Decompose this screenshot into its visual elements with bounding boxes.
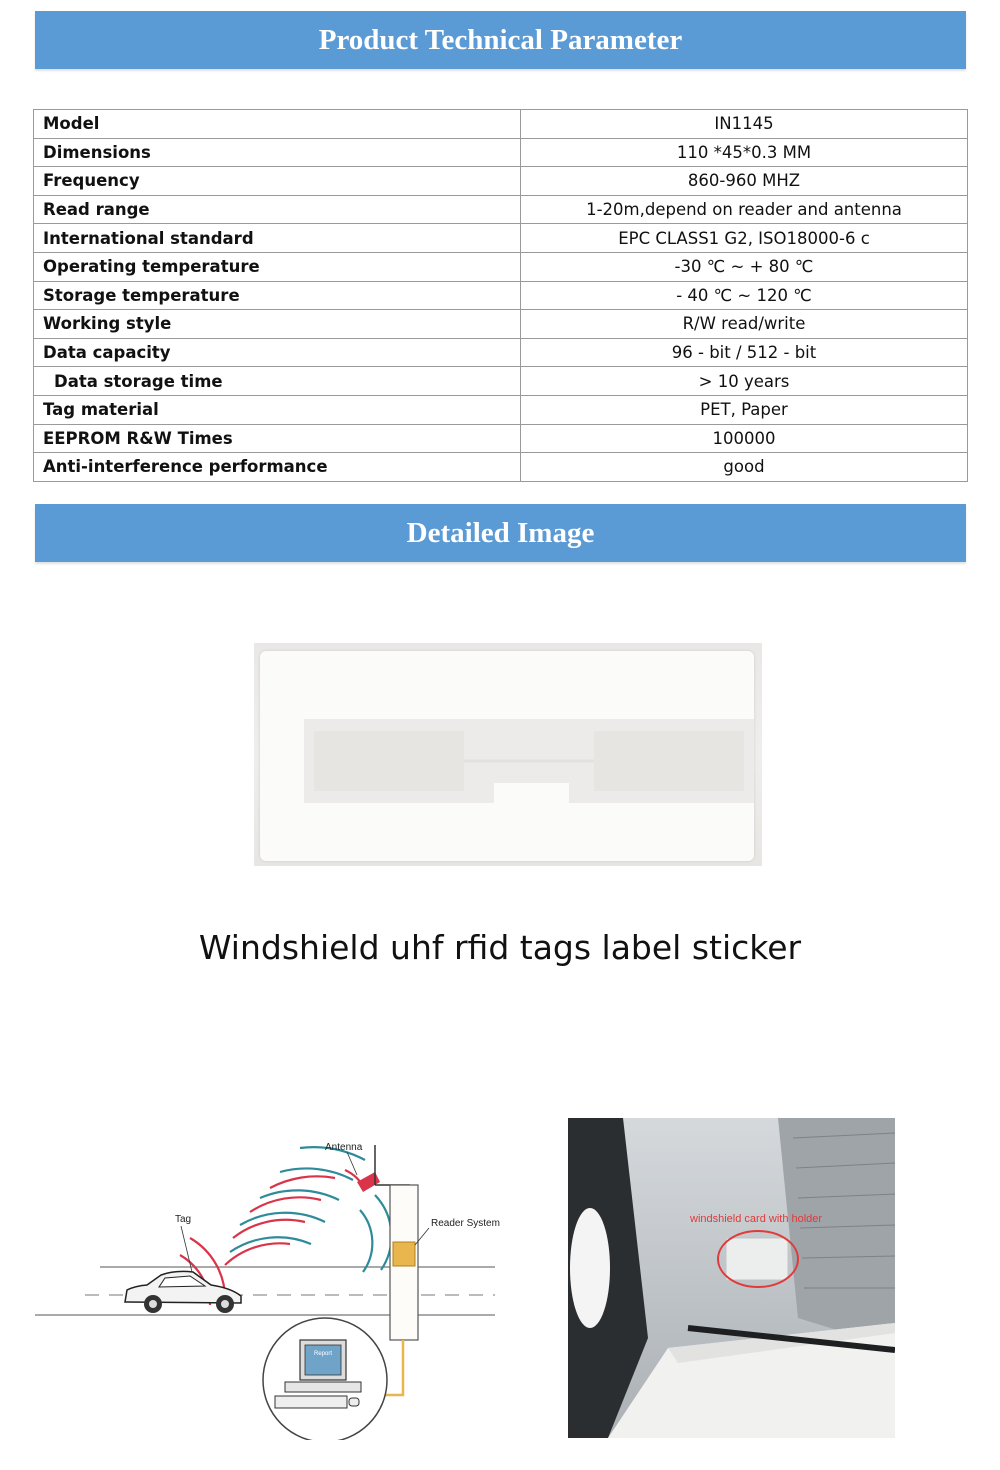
windshield-scene: [568, 1118, 895, 1438]
section-title-parameters: Product Technical Parameter: [35, 11, 966, 69]
parameter-row: [34, 424, 968, 453]
parameter-value: 96 - bit / 512 - bit: [521, 338, 968, 367]
parameter-row: [34, 110, 968, 139]
rfid-tag-photo: [254, 643, 762, 866]
computer-screen-text: Report: [313, 1351, 333, 1357]
parameter-label: EEPROM R&W Times: [34, 424, 521, 453]
windshield-tag: [726, 1238, 788, 1280]
parameter-row: [34, 167, 968, 196]
parameter-label: Working style: [34, 310, 521, 339]
parameter-label: Data storage time: [34, 367, 521, 396]
parameter-value: EPC CLASS1 G2, ISO18000-6 c: [521, 224, 968, 253]
section-title-detail: Detailed Image: [35, 504, 966, 562]
parameter-value: 100000: [521, 424, 968, 453]
parameter-label: Model: [34, 110, 521, 139]
parameter-row: [34, 310, 968, 339]
car-icon: [125, 1271, 241, 1313]
parameters-table: [33, 109, 968, 482]
parameter-value: 1-20m,depend on reader and antenna: [521, 195, 968, 224]
antenna-label: Antenna: [325, 1142, 363, 1153]
rfid-tag-card: [260, 651, 754, 861]
parameter-row: [34, 395, 968, 424]
parameter-row: [34, 281, 968, 310]
parameter-label: Anti-interference performance: [34, 453, 521, 482]
parameter-value: good: [521, 453, 968, 482]
parameter-label: Frequency: [34, 167, 521, 196]
parameter-label: Operating temperature: [34, 252, 521, 281]
parameter-label: International standard: [34, 224, 521, 253]
parameter-value: > 10 years: [521, 367, 968, 396]
parameter-label: Tag material: [34, 395, 521, 424]
parameter-label: Read range: [34, 195, 521, 224]
parameter-value: 860-960 MHZ: [521, 167, 968, 196]
reader-label: Reader System: [431, 1218, 500, 1229]
parameter-value: IN1145: [521, 110, 968, 139]
tag-label: Tag: [175, 1214, 192, 1225]
parameter-value: R/W read/write: [521, 310, 968, 339]
parameter-value: - 40 ℃ ~ 120 ℃: [521, 281, 968, 310]
parameter-label: Data capacity: [34, 338, 521, 367]
parameter-row: [34, 367, 968, 396]
parameter-row: [34, 252, 968, 281]
tag-antenna-graphic: [304, 711, 754, 811]
parameter-value: -30 ℃ ~ + 80 ℃: [521, 252, 968, 281]
parameter-row: [34, 453, 968, 482]
parameter-value: 110 *45*0.3 MM: [521, 138, 968, 167]
parameter-value: PET, Paper: [521, 395, 968, 424]
photo-overlay-text: windshield card with holder: [690, 1213, 823, 1225]
windshield-photo: [568, 1118, 895, 1438]
parameter-label: Dimensions: [34, 138, 521, 167]
parameter-row: [34, 195, 968, 224]
antenna-icon: [357, 1172, 380, 1192]
rfid-system-diagram: [35, 1130, 505, 1440]
reader-box: [393, 1242, 415, 1266]
parameter-label: Storage temperature: [34, 281, 521, 310]
product-caption: Windshield uhf rfid tags label sticker: [198, 928, 802, 967]
parameter-row: [34, 338, 968, 367]
parameter-row: [34, 138, 968, 167]
parameter-row: [34, 224, 968, 253]
